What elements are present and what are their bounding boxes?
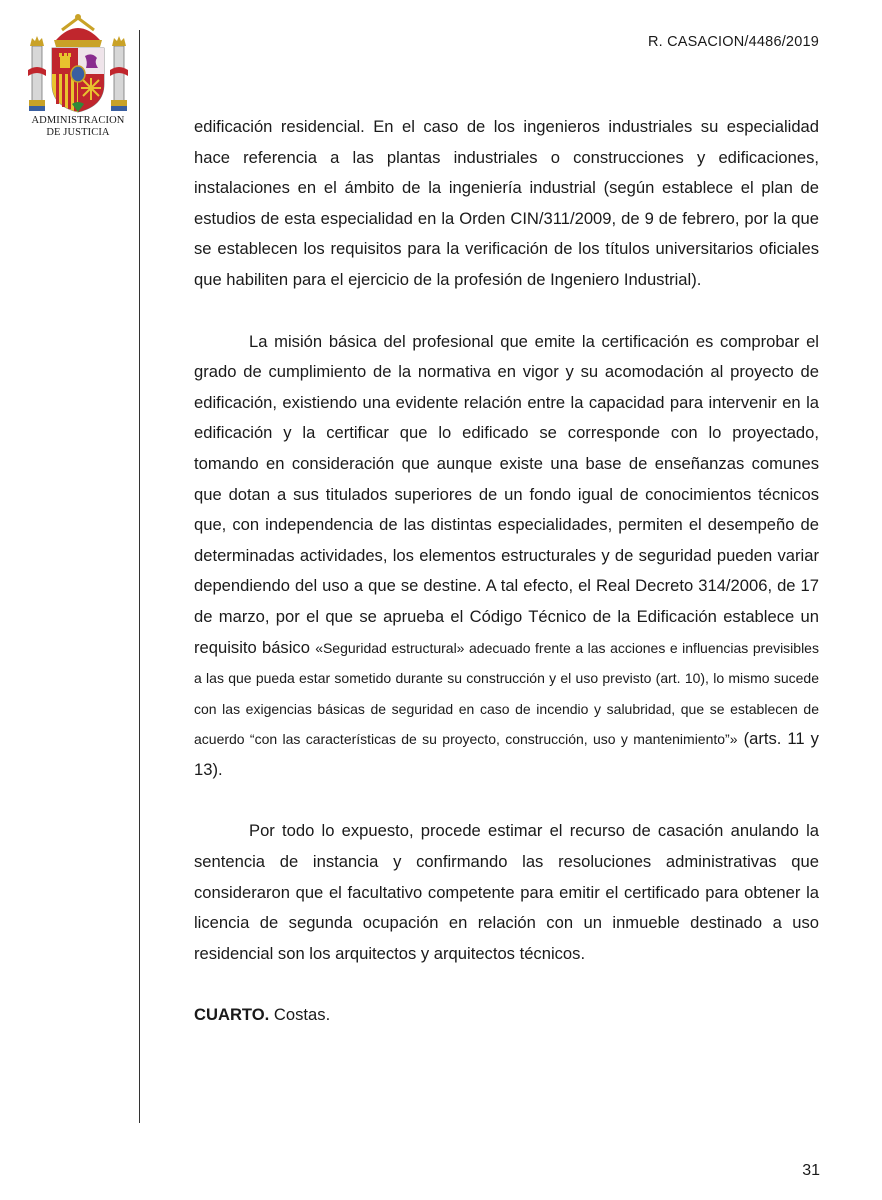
section-heading xyxy=(194,1000,819,1031)
logo-caption-line2: DE JUSTICIA xyxy=(46,127,110,138)
paragraph-spacer xyxy=(194,969,819,1000)
section-title: Costas. xyxy=(273,1005,331,1025)
margin-rule xyxy=(139,30,140,1123)
logo-caption xyxy=(20,115,136,139)
paragraph-2-end: (arts. 11 y 13). xyxy=(194,729,819,779)
coat-of-arms-logo xyxy=(26,12,130,116)
paragraph-3: Por todo lo expuesto, procede estimar el recurso de casación anulando la sentencia de instancia y confirmando las resoluciones administrativas que consideraron que el facultativo competente para emitir el certificado para obtener la licencia de segunda ocupación en relación con un inmueble destinado a uso residencial son los arquitectos y arquitectos técnicos. xyxy=(194,821,819,963)
document-body xyxy=(194,112,819,1031)
page-number: 31 xyxy=(802,1162,820,1179)
paragraph-2 xyxy=(194,327,819,786)
paragraph-spacer xyxy=(194,296,819,327)
paragraph-1: edificación residencial. En el caso de los ingenieros industriales su especialidad hace referencia a las plantas industriales o construcciones y edificaciones, instalaciones en el ámbito de la ingeniería industrial (según establece el plan de estudios de esta especialidad en la Orden CIN/311/2009, de 9 de febrero, por la que se establecen los requisitos para la verificación de los títulos universitarios oficiales que habiliten para el ejercicio de la profesión de Ingeniero Industrial). xyxy=(194,117,819,289)
paragraph-2-main: La misión básica del profesional que emite la certificación es comprobar el grado de cumplimiento de la normativa en vigor y su acomodación al proyecto de edificación, existiendo una evidente relación entre la capacidad para intervenir en la edificación y la certificar que lo edificado se corresponde con lo proyectado, tomando en consideración que aunque existe una base de enseñanzas comunes que dotan a sus titulados superiores de un fondo igual de conocimientos técnicos que, con independencia de las distintas especialidades, permiten el desempeño de determinadas actividades, los elementos estructurales y de seguridad pueden variar dependiendo del uso a que se destine. A tal efecto, el Real Decreto 314/2006, de 17 de marzo, por el que se aprueba el Código Técnico de la Edificación establece un requisito básico xyxy=(194,331,819,657)
paragraph-spacer xyxy=(194,785,819,816)
paragraph-2-quote: «Seguridad estructural» adecuado frente a las acciones e influencias previsibles a las que pueda estar sometido durante su construcción y el uso previsto (art. 10), lo mismo sucede con las exigencias básicas de seguridad en caso de incendio y salubridad, que se establecen de acuerdo “con las características de su proyecto, construcción, uso y mantenimiento”» xyxy=(194,639,819,748)
logo-caption-line1: ADMINISTRACION xyxy=(31,115,125,126)
section-number: CUARTO. xyxy=(194,1005,270,1025)
case-reference: R. CASACION/4486/2019 xyxy=(647,34,819,50)
